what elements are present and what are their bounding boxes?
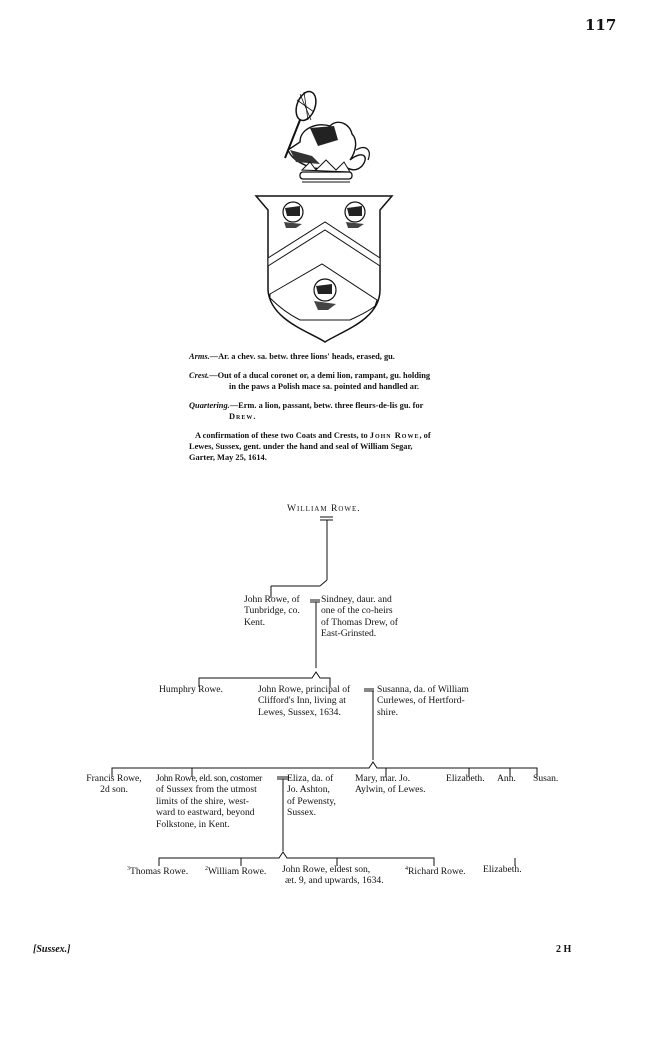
gen2-humphry: Humphry Rowe. (159, 684, 223, 695)
gen4-richard (405, 864, 466, 878)
confirmation-name: John Rowe (369, 431, 420, 440)
confirmation-text: A confirmation of these two Coats and Crests, to (195, 431, 368, 440)
gen1-wife (321, 594, 411, 640)
text-line: Tunbridge, co. (244, 605, 300, 617)
gen1-husband (244, 594, 310, 628)
text-line: East-Grinsted. (321, 628, 377, 640)
arms-label: Arms. (189, 352, 210, 361)
gen2-wife (377, 684, 487, 718)
text-line: ward to eastward, beyond (156, 807, 255, 819)
quartering-text: —Erm. a lion, passant, betw. three fleurs-de-lis gu. for (229, 401, 424, 410)
text-line: John Rowe, of (244, 594, 300, 605)
text-line: of Pewensty, (287, 795, 336, 807)
text-line: shire. (377, 706, 399, 718)
gen3-francis (78, 773, 150, 796)
footer-county: [Sussex.] (33, 944, 71, 955)
birth-order: 3 (127, 866, 130, 872)
lion-head-icon (345, 202, 365, 228)
text-line: Francis Rowe, (86, 773, 142, 784)
crest-text-continued: in the paws a Polish mace sa. pointed and handled ar. (229, 382, 420, 391)
birth-order: 4 (405, 866, 408, 872)
gen3-elizabeth: Elizabeth. (446, 773, 485, 784)
text-line: John Rowe, principal of (258, 684, 351, 695)
blazon-quartering (189, 400, 489, 422)
confirmation-text-3: Lewes, Sussex, gent. under the hand and seal of William Segar, (189, 442, 413, 451)
gen3-ann: Ann. (497, 773, 516, 784)
gen3-wife (287, 773, 347, 819)
confirmation-text-4: Garter, May 25, 1614. (189, 453, 267, 462)
gen4-thomas (127, 864, 188, 878)
text-line: one of the co-heirs (321, 605, 393, 617)
text-line: Kent. (244, 616, 266, 628)
text-line: Eliza, da. of (287, 773, 334, 784)
text-line: Jo. Ashton, (287, 784, 330, 796)
quartering-label: Quartering. (189, 401, 230, 410)
gen4-elizabeth: Elizabeth. (483, 864, 522, 875)
page-number: 117 (585, 16, 617, 34)
text-line: John Rowe, eld. son, costomer (156, 773, 262, 784)
text-line: Mary, mar. Jo. (355, 773, 411, 784)
gen2-husband (258, 684, 366, 718)
crest-text: —Out of a ducal coronet or, a demi lion, rampant, gu. holding (209, 371, 431, 380)
text-line: limits of the shire, west- (156, 795, 249, 807)
text-line: Lewes, Sussex, 1634. (258, 706, 341, 718)
arms-text: —Ar. a chev. sa. betw. three lions' heads, erased, gu. (209, 352, 395, 361)
name: William Rowe. (208, 866, 267, 878)
text-line: Clifford's Inn, living at (258, 695, 346, 707)
text-line: æt. 9, and upwards, 1634. (285, 875, 384, 887)
lion-head-icon (314, 279, 336, 310)
text-line: 2d son. (100, 784, 128, 796)
lion-head-icon (283, 202, 303, 228)
gen3-mary (355, 773, 443, 796)
text-line: of Sussex from the utmost (156, 784, 257, 796)
text-line: Sindney, daur. and (321, 594, 392, 605)
text-line: Aylwin, of Lewes. (355, 784, 426, 796)
confirmation-note (189, 430, 489, 463)
name: Richard Rowe. (408, 866, 466, 878)
text-line: Folkstone, in Kent. (156, 818, 230, 830)
gen4-william (205, 864, 266, 878)
text-line: Sussex. (287, 807, 317, 819)
crest-label: Crest. (189, 371, 210, 380)
pedigree-root: William Rowe. (287, 503, 361, 514)
text-line: Curlewes, of Hertford- (377, 695, 465, 707)
text-line: Susanna, da. of William (377, 684, 469, 695)
blazon-arms (189, 351, 489, 362)
gen4-john (282, 864, 384, 887)
shield-icon (256, 196, 392, 342)
gen3-susan: Susan. (533, 773, 559, 784)
blazon-crest (189, 370, 489, 392)
text-line: John Rowe, eldest son, (282, 864, 371, 875)
footer-signature: 2 H (556, 944, 572, 955)
confirmation-text-2: , of (419, 431, 431, 440)
text-line: of Thomas Drew, of (321, 616, 398, 628)
birth-order: 2 (205, 866, 208, 872)
gen3-husband (156, 773, 280, 830)
name: Thomas Rowe. (130, 866, 189, 878)
quartering-text-continued: Drew. (229, 412, 257, 421)
